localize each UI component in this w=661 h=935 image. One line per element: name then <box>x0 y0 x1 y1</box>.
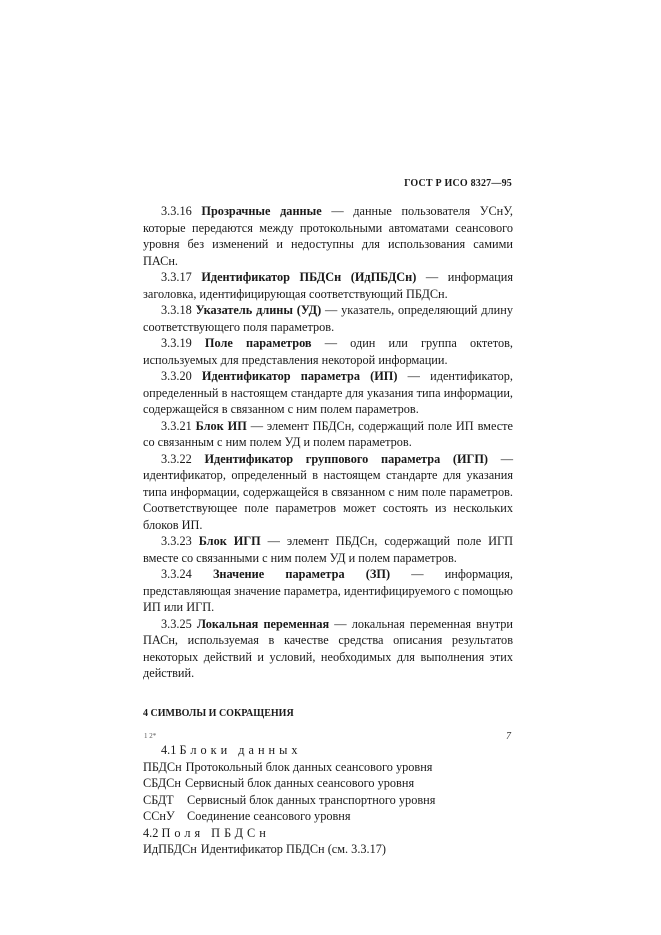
definition-text: — информация заголовка, идентифицирующая соответствующий ПБДСн. <box>143 270 513 301</box>
abbreviation-row <box>143 792 513 809</box>
abbreviation-value: Соединение сеансового уровня <box>187 809 351 823</box>
definition-3-3-22 <box>143 451 513 534</box>
definition-3-3-23 <box>143 533 513 566</box>
definition-term: Идентификатор группового параметра (ИГП) <box>204 451 489 466</box>
definition-number: 3.3.25 <box>161 616 192 631</box>
definition-number: 3.3.24 <box>161 567 192 581</box>
definition-text: — идентификатор, определенный в настоящем стандарте для указания типа информации, содержащейся в связанном с ним поле параметров. Соответствующее поле параметров может состоять из нескольких блоков ИП. <box>143 451 514 532</box>
definition-text: — данные пользователя УСнУ, которые передаются между протокольными автоматами сеансового уровня без изменений и недоступны для использования самими ПАСн. <box>143 204 514 268</box>
definition-term: Идентификатор параметра (ИП) <box>201 369 398 383</box>
abbreviation-value: Сервисный блок данных сеансового уровня <box>184 776 415 790</box>
definition-3-3-16 <box>143 203 513 269</box>
abbreviation-key: СБДТ <box>143 792 174 807</box>
document-body <box>143 203 513 858</box>
definition-number: 3.3.20 <box>161 369 192 383</box>
definition-term: Блок ИП <box>195 418 247 433</box>
definition-number: 3.3.16 <box>161 204 192 218</box>
definition-term: Значение параметра (ЗП) <box>212 567 391 581</box>
abbreviation-row <box>143 808 513 825</box>
footer-signature: 1 2* <box>144 732 157 740</box>
definition-text: — элемент ПБДСн, содержащий поле ИП вместе со связанным с ним полем УД и полем параметров. <box>143 418 514 449</box>
abbreviation-row <box>143 775 513 792</box>
definition-text: — один или группа октетов, используемых для представления некоторой информации. <box>143 336 513 367</box>
definition-number: 3.3.17 <box>161 270 192 284</box>
subsection-4-2 <box>143 825 513 842</box>
definition-term: Локальная переменная <box>196 616 330 631</box>
definition-number: 3.3.23 <box>161 534 192 548</box>
definition-3-3-25 <box>143 616 513 682</box>
definition-term: Указатель длины (УД) <box>195 303 322 317</box>
section-title: 4 СИМВОЛЫ И СОКРАЩЕНИЯ <box>143 707 294 719</box>
definition-text: — информация, представляющая значение параметра, идентифицируемого с помощью ИП или ИГП. <box>143 567 513 614</box>
abbreviation-value: Протокольный блок данных сеансового уровня <box>185 759 433 774</box>
definition-3-3-21 <box>143 418 513 451</box>
abbreviation-row <box>143 759 513 776</box>
definition-term: Блок ИГП <box>198 534 261 548</box>
page-number: 7 <box>506 731 511 742</box>
definition-3-3-24 <box>143 566 513 616</box>
standard-header: ГОСТ Р ИСО 8327—95 <box>404 178 512 189</box>
definition-number: 3.3.19 <box>161 336 192 350</box>
definition-text: — локальная переменная внутри ПАСн, используемая в качестве средства описания результатов некоторых действий и условий, необходимых для выполнения этих действий. <box>143 616 513 680</box>
definition-text: — идентификатор, определенный в настоящем стандарте для указания типа информации, содержащейся в связанном с ним полем параметров. <box>143 369 513 416</box>
definition-3-3-18 <box>143 302 513 335</box>
definition-text: — указатель, определяющий длину соответствующего поля параметров. <box>143 303 513 334</box>
subsection-4-1 <box>143 742 513 759</box>
definition-term: Прозрачные данные <box>201 204 322 218</box>
definition-3-3-20 <box>143 368 513 418</box>
subsection-number: 4.2 <box>143 825 159 840</box>
abbreviation-key: ПБДСн <box>143 759 182 774</box>
subsection-number: 4.1 <box>161 743 177 757</box>
definition-text: — элемент ПБДСн, содержащий поле ИГП вместе со связанными с ним полем УД и полем параметров. <box>143 534 513 565</box>
abbreviation-row <box>143 841 513 858</box>
definition-term: Поле параметров <box>204 336 312 350</box>
abbreviation-value: Сервисный блок данных транспортного уровня <box>187 792 436 807</box>
abbreviation-key: СБДСн <box>143 776 181 790</box>
definition-term: Идентификатор ПБДСн (ИдПБДСн) <box>201 270 417 284</box>
definition-3-3-19 <box>143 335 513 368</box>
definition-number: 3.3.22 <box>161 451 192 466</box>
abbreviation-key: ССнУ <box>143 809 175 823</box>
subsection-title: Поля ПБДСн <box>161 825 270 840</box>
abbreviation-key: ИдПБДСн <box>143 842 197 856</box>
definition-number: 3.3.21 <box>161 418 192 433</box>
definition-3-3-17 <box>143 269 513 302</box>
abbreviation-value: Идентификатор ПБДСн (см. 3.3.17) <box>200 842 387 856</box>
subsection-title: Блоки данных <box>179 743 302 757</box>
definition-number: 3.3.18 <box>161 303 192 317</box>
